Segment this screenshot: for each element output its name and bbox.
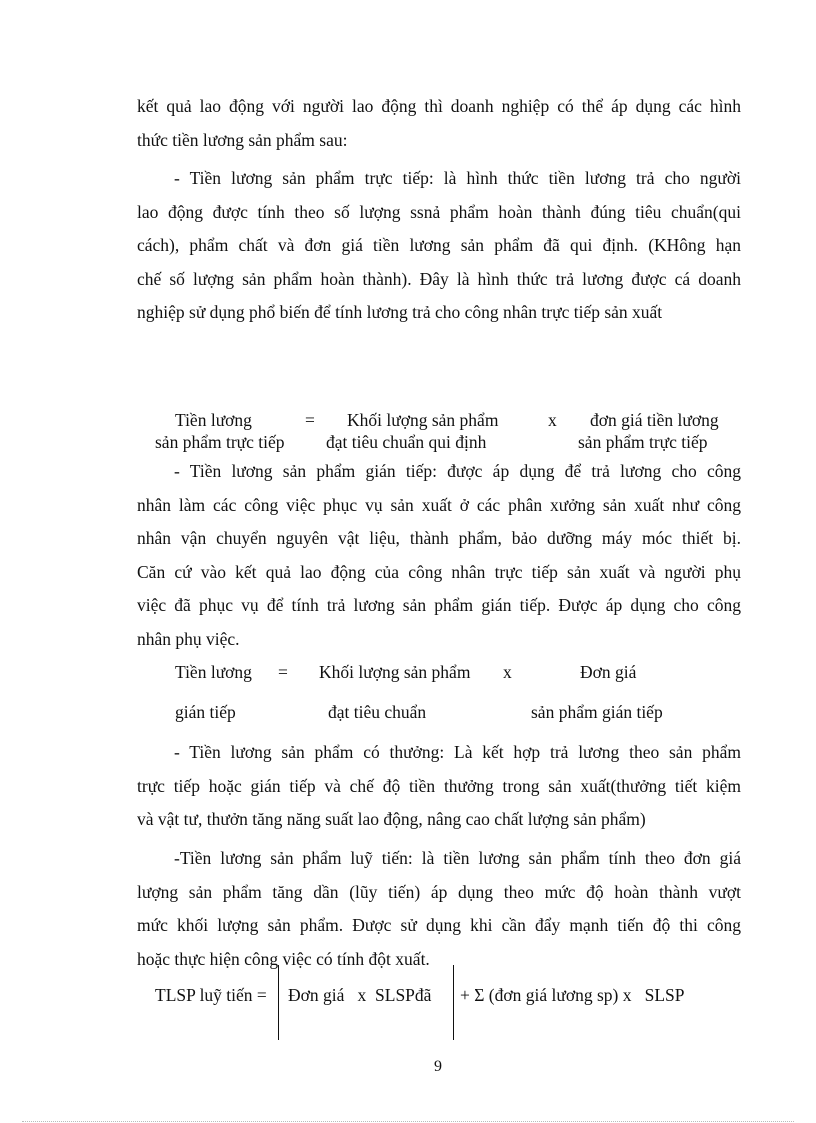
- paragraph-bonus-wage: [137, 736, 741, 837]
- formula-mid-top: Khối lượng sản phẩm: [319, 662, 471, 682]
- formula-rhs-top: đơn giá tiền lương: [590, 410, 719, 430]
- formula-times: x: [503, 662, 512, 682]
- formula-rhs-top: Đơn giá: [580, 662, 637, 682]
- paragraph-direct-wage: [137, 162, 741, 330]
- formula-mid-bottom: đạt tiêu chuẩn qui định: [326, 432, 487, 452]
- text-line: thức tiền lương sản phẩm sau:: [137, 129, 348, 150]
- text-line: nhân làm các công việc phục vụ sản xuất ở các phân xưởng sản xuất như công: [137, 494, 741, 515]
- text-line: kết quả lao động với người lao động thì doanh nghiệp có thể áp dụng các hình: [137, 96, 741, 116]
- text-line: lượng sản phẩm tăng dần (lũy tiến) áp dụng theo mức độ hoàn thành vượt: [137, 881, 741, 902]
- text-line: nghiệp sử dụng phổ biến để tính lương trả cho công nhân trực tiếp sản xuất: [137, 302, 663, 322]
- formula-equals: =: [305, 410, 315, 430]
- text-line: Căn cứ vào kết quả lao động của công nhân trực tiếp sản xuất và người phụ: [137, 561, 741, 582]
- text-line: việc đã phục vụ để tính trả lương sản phẩm gián tiếp. Được áp dụng cho công: [137, 595, 741, 615]
- text-line: nhân phụ việc.: [137, 628, 240, 649]
- text-line: trực tiếp hoặc gián tiếp và chế độ tiền thưởng trong sản xuất(thưởng tiết kiệm: [137, 775, 741, 796]
- formula-part1: Đơn giá x SLSPđã: [288, 985, 432, 1005]
- text-line: lao động được tính theo số lượng ssnả phẩm hoàn thành đúng tiêu chuẩn(qui: [137, 201, 741, 222]
- formula-part2: + Σ (đơn giá lương sp) x SLSP: [460, 985, 685, 1005]
- formula-mid-top: Khối lượng sản phẩm: [347, 410, 499, 430]
- formula-rhs-bottom: sản phẩm gián tiếp: [531, 702, 663, 722]
- formula-bar-right: [453, 965, 454, 1040]
- formula-mid-bottom: đạt tiêu chuẩn: [328, 702, 427, 722]
- text-line: mức khối lượng sản phẩm. Được sử dụng khi cần đẩy mạnh tiến độ thi công: [137, 915, 741, 935]
- paragraph-intro: [137, 90, 741, 157]
- formula-lhs-bottom: sản phẩm trực tiếp: [155, 432, 285, 452]
- formula-bar-left: [278, 965, 279, 1040]
- text-line: - Tiền lương sản phẩm có thưởng: Là kết hợp trả lương theo sản phẩm: [174, 742, 741, 762]
- text-line: và vật tư, thưởn tăng năng suất lao động, nâng cao chất lượng sản phẩm): [137, 809, 646, 829]
- page-number: 9: [434, 1058, 442, 1075]
- formula-times: x: [548, 410, 557, 430]
- formula-equals: =: [278, 662, 288, 682]
- text-line: nhân vận chuyển nguyên vật liệu, thành phẩm, bảo dưỡng máy móc thiết bị.: [137, 528, 741, 548]
- formula-lhs-top: Tiền lương: [175, 410, 252, 430]
- paragraph-indirect-wage: [137, 455, 741, 656]
- text-line: hoặc thực hiện công việc có tính đột xuất.: [137, 948, 430, 969]
- formula-lhs-bottom: gián tiếp: [175, 702, 236, 722]
- formula-lhs: TLSP luỹ tiến =: [155, 985, 267, 1005]
- text-line: - Tiền lương sản phẩm trực tiếp: là hình thức tiền lương trả cho người: [174, 168, 741, 188]
- text-line: chế số lượng sản phẩm hoàn thành). Đây là hình thức trả lương được cá doanh: [137, 268, 741, 289]
- formula-rhs-bottom: sản phẩm trực tiếp: [578, 432, 708, 452]
- text-line: -Tiền lương sản phẩm luỹ tiến: là tiền lương sản phẩm tính theo đơn giá: [174, 848, 741, 868]
- formula-lhs-top: Tiền lương: [175, 662, 252, 682]
- text-line: cách), phẩm chất và đơn giá tiền lương sản phẩm đã qui định. (KHông hạn: [137, 235, 741, 255]
- page-bottom-divider: [22, 1121, 794, 1122]
- text-line: - Tiền lương sản phẩm gián tiếp: được áp dụng để trả lương cho công: [174, 461, 741, 481]
- paragraph-progressive-wage: [137, 842, 741, 976]
